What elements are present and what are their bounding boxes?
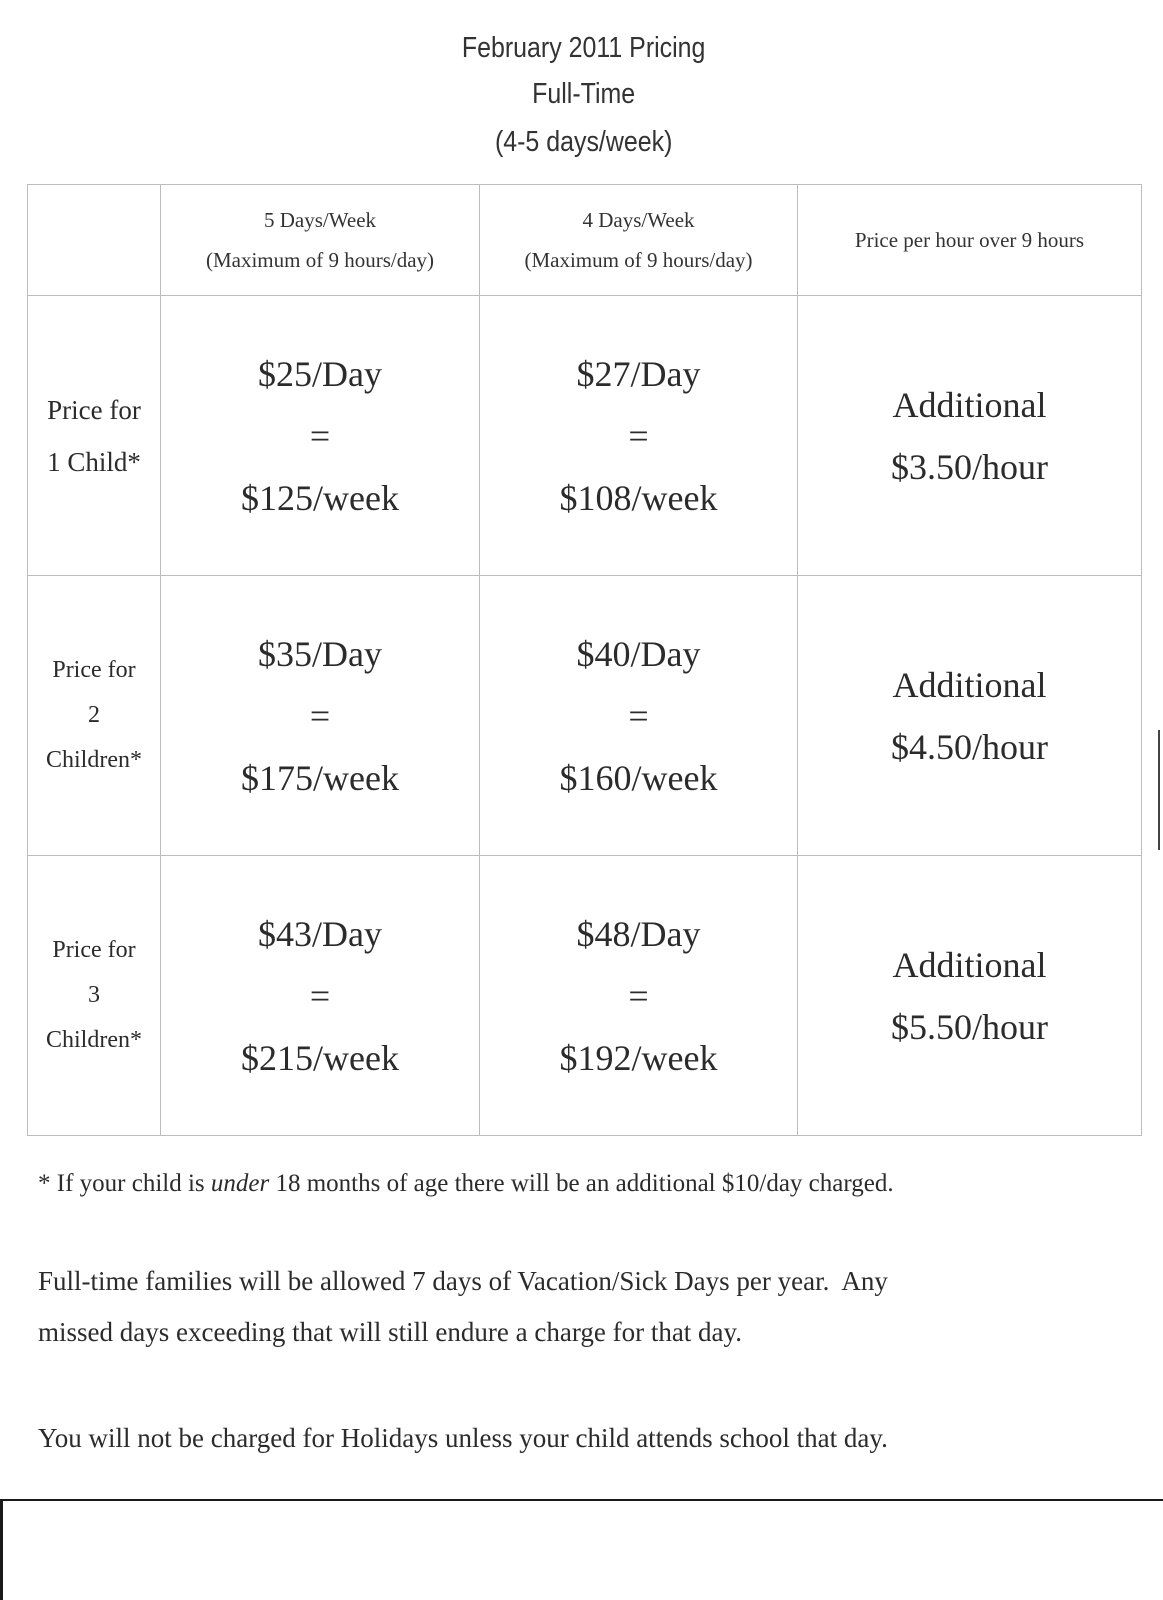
row-label-line: Children* [46, 1027, 142, 1053]
column-header-4-days [480, 185, 798, 296]
price-per-week: $160/week [559, 757, 718, 798]
page-days-note: (4-5 days/week) [494, 126, 673, 158]
column-header-5-days-line1: 5 Days/Week [263, 208, 377, 232]
table-row [28, 856, 1142, 1136]
row-label-line: Price for [52, 937, 136, 963]
page-title: February 2011 Pricing [461, 32, 706, 64]
vacation-policy-line2: missed days exceeding that will still endure a charge for that day. [38, 1317, 743, 1347]
row-label-line: Price for [47, 394, 141, 425]
hourly-label: Additional [892, 664, 1047, 705]
equals-sign: = [309, 975, 331, 1016]
hourly-label: Additional [892, 944, 1047, 985]
equals-sign: = [628, 975, 649, 1016]
row-label-line: Children* [46, 747, 142, 773]
footnote-text-end: 18 months of age there will be an additional $10/day charged. [269, 1170, 894, 1197]
table-row [28, 296, 1142, 576]
footnote-emphasis: under [210, 1170, 270, 1197]
hourly-rate: $3.50/hour [891, 446, 1048, 487]
row-label-3-children [28, 856, 161, 1136]
hourly-cell [798, 856, 1142, 1136]
price-cell-4-days [480, 856, 798, 1136]
row-label-line: 2 [88, 702, 100, 728]
price-cell-5-days [161, 296, 480, 576]
price-per-day: $48/Day [576, 913, 701, 954]
scan-edge-line [0, 1499, 1163, 1501]
price-per-day: $27/Day [576, 353, 701, 394]
hourly-label: Additional [892, 384, 1047, 425]
price-per-day: $35/Day [258, 633, 382, 674]
row-label-line: 3 [88, 982, 100, 1008]
pricing-table [27, 184, 1142, 1136]
row-label-line: Price for [52, 657, 136, 683]
row-label-1-child [28, 296, 161, 576]
hourly-rate: $5.50/hour [891, 1006, 1048, 1047]
price-per-week: $108/week [559, 477, 718, 518]
price-per-day: $40/Day [576, 633, 701, 674]
row-label-2-children [28, 576, 161, 856]
table-row [28, 576, 1142, 856]
price-per-week: $192/week [559, 1037, 718, 1078]
column-header-hourly [798, 185, 1142, 296]
table-corner-cell [28, 185, 161, 296]
scan-edge-mark [1158, 730, 1160, 850]
column-header-hourly-label: Price per hour over 9 hours [854, 228, 1085, 252]
scan-edge-left [0, 1499, 3, 1600]
column-header-4-days-line2: (Maximum of 9 hours/day) [524, 248, 753, 272]
equals-sign: = [628, 695, 649, 736]
price-per-week: $175/week [241, 757, 399, 798]
price-per-day: $43/Day [258, 913, 382, 954]
hourly-rate: $4.50/hour [891, 726, 1048, 767]
price-per-week: $125/week [241, 477, 399, 518]
row-label-line: 1 Child* [47, 446, 141, 477]
hourly-cell [798, 296, 1142, 576]
equals-sign: = [628, 415, 649, 456]
age-surcharge-footnote [38, 1168, 1138, 1200]
column-header-4-days-line1: 4 Days/Week [582, 208, 695, 232]
price-per-week: $215/week [241, 1037, 399, 1078]
vacation-policy [38, 1256, 1138, 1358]
price-per-day: $25/Day [258, 353, 382, 394]
table-header-row [28, 185, 1142, 296]
footnote-text-start: * If your child is [38, 1170, 211, 1197]
equals-sign: = [309, 695, 331, 736]
page-subtitle: Full-Time [532, 78, 636, 110]
column-header-5-days [161, 185, 480, 296]
equals-sign: = [309, 415, 331, 456]
hourly-cell [798, 576, 1142, 856]
price-cell-4-days [480, 576, 798, 856]
price-cell-5-days [161, 856, 480, 1136]
price-cell-4-days [480, 296, 798, 576]
holiday-policy: You will not be charged for Holidays unless your child attends school that day. [38, 1423, 888, 1453]
column-header-5-days-line2: (Maximum of 9 hours/day) [205, 248, 435, 272]
vacation-policy-line1: Full-time families will be allowed 7 days of Vacation/Sick Days per year. Any [38, 1266, 888, 1296]
price-cell-5-days [161, 576, 480, 856]
